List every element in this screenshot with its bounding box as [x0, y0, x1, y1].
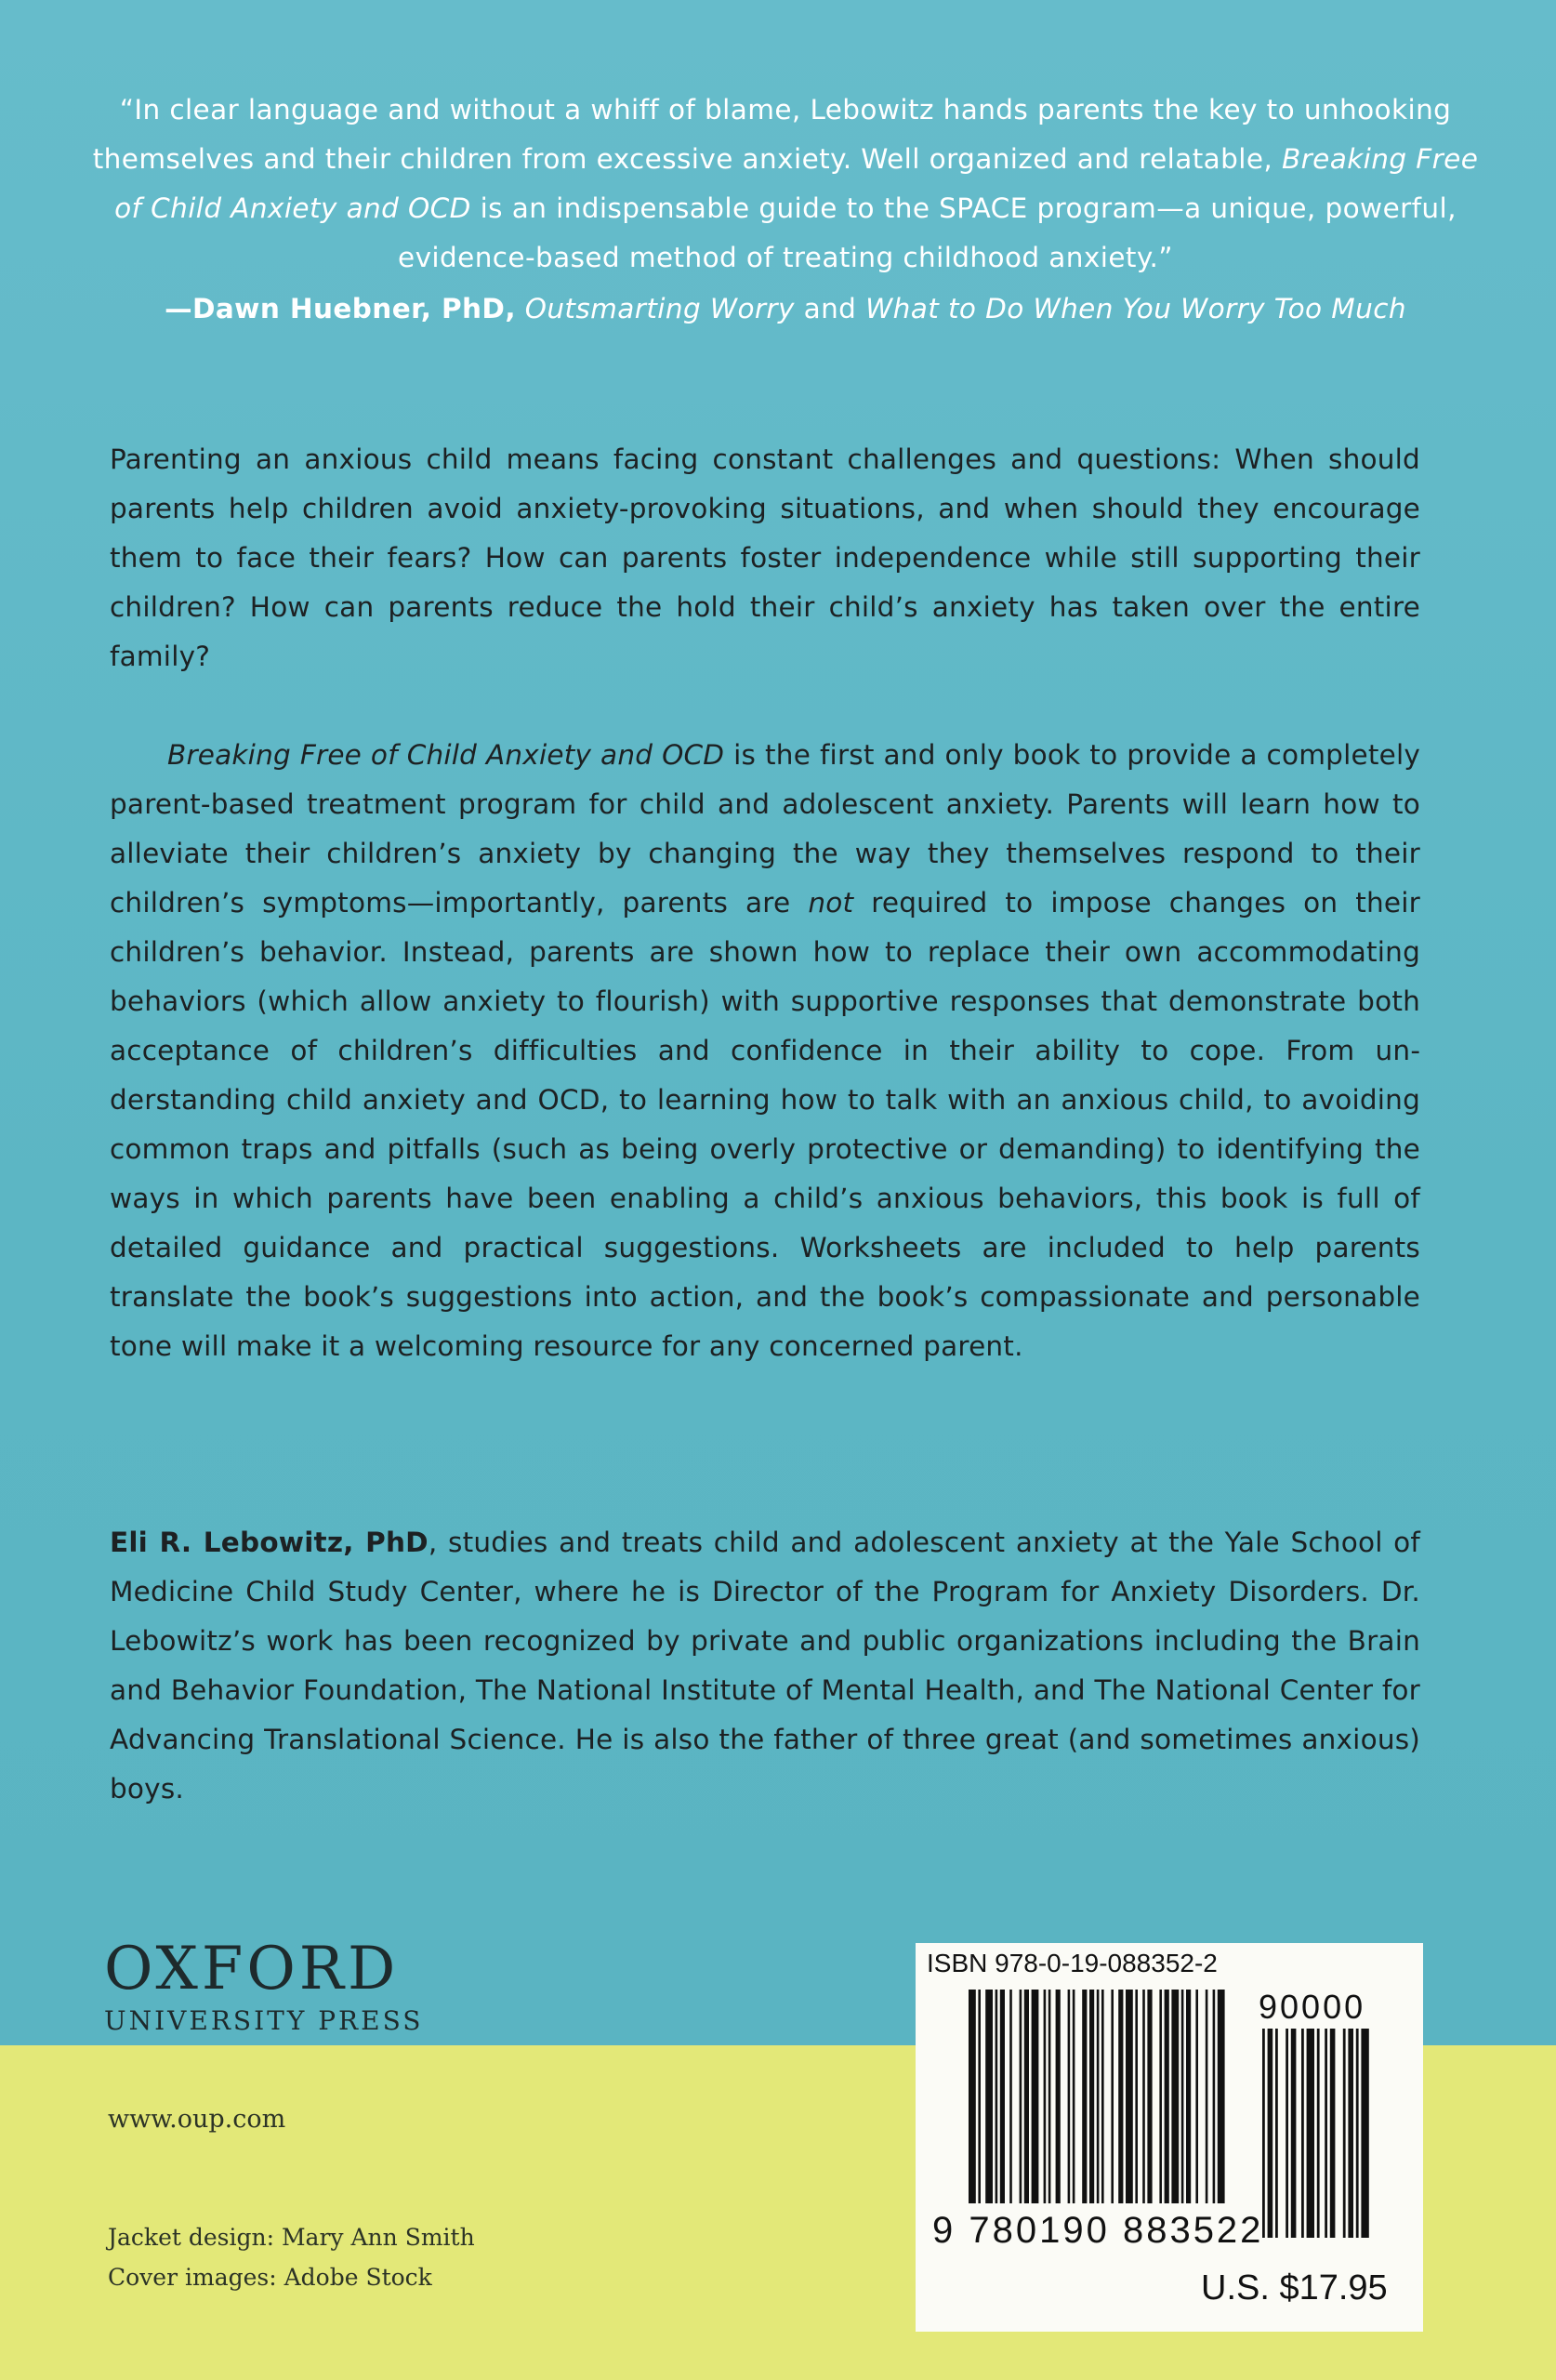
barcode-bar — [1101, 1990, 1104, 2203]
barcode-addon-bar — [1348, 2029, 1353, 2238]
quote-text-1: “In clear language and without a whiff of blame, Lebowitz hands parents the key to unhooking themselves and their children from excessive anxiety. Well organized and relatable, — [92, 94, 1452, 175]
barcode-addon-bar — [1330, 2029, 1336, 2238]
barcode-bar — [1097, 1990, 1100, 2203]
barcode-bar — [969, 1990, 976, 2203]
barcode-addon-bar — [1361, 2029, 1368, 2238]
barcode-bar — [1111, 1990, 1114, 2203]
barcode-addon-bar — [1286, 2029, 1288, 2238]
barcode-bar — [1171, 1990, 1179, 2203]
author-bio-text: , studies and treats child and adolescent anxiety at the Yale School of Medicine Child Study Center, where he is Director of the Program for Anxiety Disorders. Dr. Lebowitz’s work has been recognized by private and public organizations including the Brain and Behavior Foundation, The National Institute of Mental Health, and The National Center for Advancing Translational Science. He is also the father of three great (and sometimes anxious) boys. — [110, 1527, 1421, 1805]
barcode-bar — [978, 1990, 981, 2203]
barcode-addon-bar — [1317, 2029, 1320, 2238]
barcode-bar — [1024, 1990, 1029, 2203]
barcode-bar — [1000, 1990, 1005, 2203]
paragraph-2-not: not — [808, 887, 854, 919]
barcode-bar — [1126, 1990, 1133, 2203]
price: U.S. $17.95 — [1201, 2268, 1388, 2307]
quote-text-2: is an indispensable guide to the SPACE program—a unique, powerful, evidence-based method of treating childhood anxiety.” — [398, 192, 1457, 273]
ean-digits: 9 780190 883522 — [932, 2210, 1264, 2251]
barcode-bar — [1118, 1990, 1123, 2203]
attribution-book-2: What to Do When You Worry Too Much — [865, 293, 1406, 324]
isbn-label: ISBN 978-0-19-088352-2 — [927, 1949, 1218, 1977]
description-paragraph-1: Parenting an anxious child means facing constant challenges and questions: When should parents help children avoid anxiety-provoking situations, and when should they encourage them to face their fears? How can parents foster independence while still supporting their children? How can parents reduce the hold their child’s anxiety has taken over the entire family? — [110, 443, 1420, 672]
barcode-addon-bar — [1262, 2029, 1265, 2238]
attribution-name: —Dawn Huebner, PhD, — [165, 293, 516, 324]
barcode-bar — [1009, 1990, 1012, 2203]
barcode-bar — [1068, 1990, 1071, 2203]
barcode-bar — [1142, 1990, 1145, 2203]
barcode-bar — [1135, 1990, 1138, 2203]
barcode-bar — [1044, 1990, 1047, 2203]
barcode-bar — [1089, 1990, 1094, 2203]
paragraph-2-text-2: required to impose changes on their children’s behavior. Instead, parents are shown how to replace their own accommodating behaviors (which allow anxiety to flourish) with supportive responses that demonstrate both acceptance of children’s difficulties and confidence in their ability to cope. From understanding child anxiety and OCD, to learning how to talk with an anxious child, to avoiding common traps and pitfalls (such as being overly protective or demanding) to identifying the ways in which parents have been enabling a child’s anxious behaviors, this book is full of detailed guidance and practical suggestions. Worksheets are included to help parents translate the book’s suggestions into action, and the book’s compassionate and personable tone will make it a welcoming resource for any concerned parent. — [110, 887, 1420, 1362]
barcode-bar — [1195, 1990, 1198, 2203]
barcode-bar — [985, 1990, 993, 2203]
barcode-bar — [1073, 1990, 1075, 2203]
attribution-and: and — [794, 293, 866, 324]
barcode-addon-bar — [1343, 2029, 1346, 2238]
attribution-book-1: Outsmarting Worry — [524, 293, 795, 324]
barcode-bar — [1186, 1990, 1191, 2203]
barcode-bar — [1213, 1990, 1216, 2203]
barcode-bar — [996, 1990, 998, 2203]
barcode-bar — [1032, 1990, 1039, 2203]
barcode-addon-bar — [1275, 2029, 1278, 2238]
author-name: Eli R. Lebowitz, PhD — [110, 1527, 429, 1558]
publisher-subname: UNIVERSITY PRESS — [104, 2005, 424, 2036]
price-code: 90000 — [1259, 1988, 1366, 2026]
barcode-addon-bar — [1301, 2029, 1304, 2238]
barcode-bar — [1056, 1990, 1061, 2203]
barcode-bar — [1181, 1990, 1184, 2203]
barcode-addon-bar — [1325, 2029, 1327, 2238]
barcode-addon-bar — [1307, 2029, 1314, 2238]
barcode-addon-bar — [1291, 2029, 1297, 2238]
barcode-bar — [1159, 1990, 1162, 2203]
publisher-website: www.oup.com — [108, 2105, 286, 2134]
barcode-bar — [1165, 1990, 1169, 2203]
barcode-bar — [1206, 1990, 1208, 2203]
cover-images-credit: Cover images: Adobe Stock — [108, 2264, 432, 2291]
quote-book-title: Breaking Free of Child Anxiety and OCD — [114, 143, 1479, 224]
publisher-name: OXFORD — [104, 1935, 400, 2003]
barcode-bar — [1218, 1990, 1225, 2203]
paragraph-2-text-1: is the first and only book to provide a completely parent-based treatment program for child and adolescent anxiety. Parents will learn how to alleviate their children’s anxiety by changing the way they themselves respond to their children’s symptoms—importantly, parents are — [110, 739, 1420, 919]
barcode-addon-bar — [1356, 2029, 1359, 2238]
barcode-bar — [1147, 1990, 1152, 2203]
barcode-addon-bar — [1268, 2029, 1273, 2238]
barcode-bar — [1020, 1990, 1022, 2203]
paragraph-2-book-title: Breaking Free of Child Anxiety and OCD — [167, 739, 725, 771]
barcode-bar — [1048, 1990, 1051, 2203]
barcode-bar — [1082, 1990, 1087, 2203]
jacket-design-credit: Jacket design: Mary Ann Smith — [108, 2224, 475, 2251]
